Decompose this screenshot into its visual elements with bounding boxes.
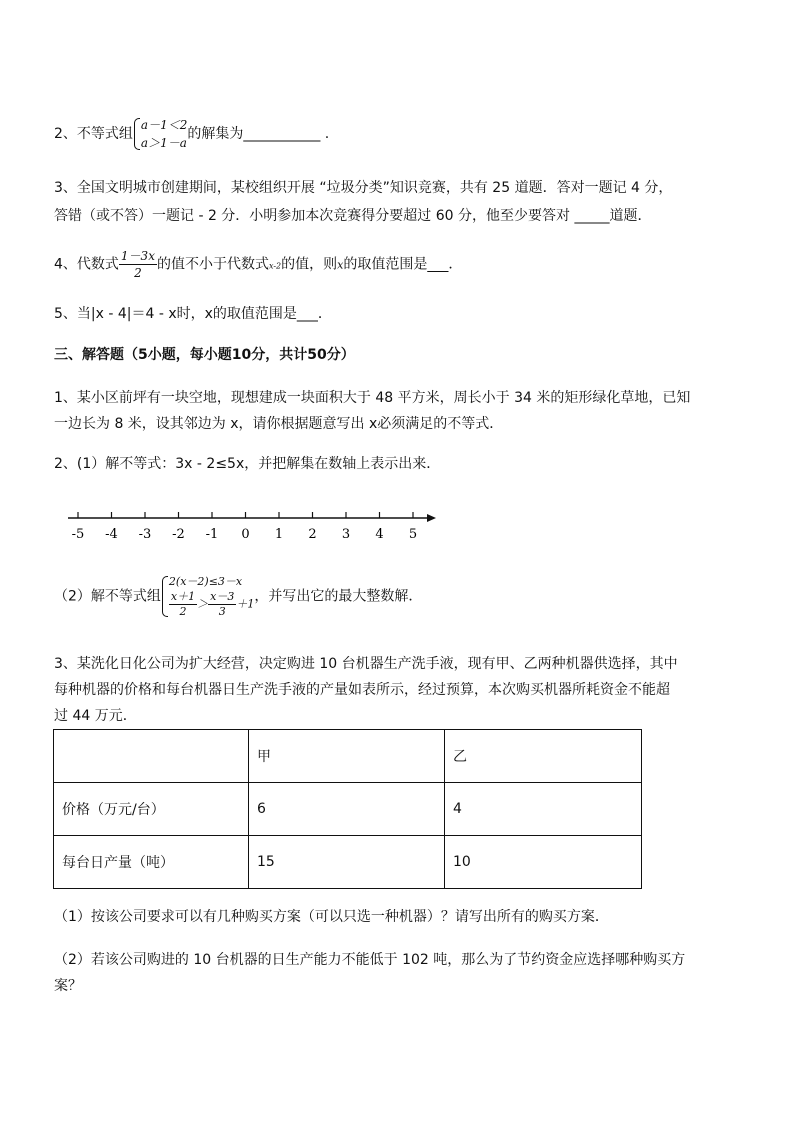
number-line-label: -5 <box>71 527 85 542</box>
number-line-label: -1 <box>205 527 219 542</box>
table-cell: 价格（万元/台） <box>54 783 249 836</box>
denominator: 2 <box>134 266 142 280</box>
question-text: 4、代数式 <box>54 256 119 273</box>
number-line-label: 1 <box>274 527 284 542</box>
table-row <box>54 836 642 889</box>
fraction <box>119 248 157 281</box>
question-solve-2-part1: 2、(1）解不等式：3x - 2≤5x，并把解集在数轴上表示出来． <box>54 456 441 472</box>
question-solve-3 <box>54 654 678 726</box>
question-solve-2-part2 <box>54 574 422 619</box>
table-cell <box>54 730 249 783</box>
table-header-row <box>54 730 642 783</box>
question-line: 过 44 万元． <box>54 708 137 724</box>
fraction <box>169 590 197 619</box>
question-fill-2 <box>54 116 329 152</box>
question-text: ，并写出它的最大整数解． <box>254 588 423 605</box>
table-cell: 乙 <box>445 730 642 783</box>
table-cell: 10 <box>445 836 642 889</box>
numerator: x－3 <box>210 590 235 603</box>
system-line <box>169 590 254 619</box>
system-line: a＞1－a <box>140 136 187 150</box>
table-cell: 每台日产量（吨） <box>54 836 249 889</box>
system-line: a－1＜2 <box>140 118 188 132</box>
section-heading: 三、解答题（5小题，每小题10分，共计50分） <box>54 347 355 363</box>
expression-tail: ＋1 <box>236 597 255 611</box>
number-line-label: 4 <box>375 527 384 542</box>
number-line-label: 0 <box>241 527 250 542</box>
question-fill-4 <box>54 248 462 281</box>
question-text: 2、不等式组 <box>54 126 133 142</box>
number-line-arrow <box>427 514 436 522</box>
question-text: 的值，则 <box>281 256 338 273</box>
question-solve-3-sub1: （1）按该公司要求可以有几种购买方案（可以只选一种机器）？请写出所有的购买方案． <box>54 909 609 925</box>
question-fill-5 <box>54 304 332 324</box>
question-line: （2）若该公司购进的 10 台机器的日生产能力不能低于 102 吨，那么为了节约资金应选择哪种购买方 <box>54 952 686 968</box>
number-line-label: 3 <box>341 527 351 542</box>
number-line <box>60 503 452 549</box>
small-expression: x-2 <box>268 261 282 271</box>
table-cell: 15 <box>249 836 445 889</box>
question-text: 的解集为___________ . <box>187 126 330 142</box>
table-cell: 6 <box>249 783 445 836</box>
number-line-label: 2 <box>308 527 317 542</box>
denominator: 2 <box>179 605 187 618</box>
question-line: 3、全国文明城市创建期间，某校组织开展 “垃圾分类”知识竞赛，共有 25 道题．答对一题记 4 分， <box>54 180 673 196</box>
question-text: （2）解不等式组 <box>54 588 161 605</box>
table-cell: 4 <box>445 783 642 836</box>
question-line: 一边长为 8 米，设其邻边为 x，请你根据题意写出 x必须满足的不等式． <box>54 416 504 432</box>
question-line: 答错（或不答）一题记 - 2 分．小明参加本次竞赛得分要超过 60 分，他至少要答对 _____道题． <box>54 208 652 224</box>
number-line-label: -2 <box>172 527 185 542</box>
numerator: x＋1 <box>170 590 196 603</box>
question-text: 的取值范围是___． <box>343 256 463 273</box>
price-output-table <box>53 729 642 889</box>
table-cell: 甲 <box>249 730 445 783</box>
question-line: 3、某洗化日化公司为扩大经营，决定购进 10 台机器生产洗手液，现有甲、乙两种机器供选择，其中 <box>54 656 678 672</box>
inequality-system <box>161 574 254 619</box>
system-line: 2(x－2)≤3－x <box>168 575 243 588</box>
number-line-label: -4 <box>105 527 118 542</box>
question-text: 的值不小于代数式 <box>156 256 269 273</box>
number-line-label: 5 <box>408 527 418 542</box>
fraction <box>208 590 236 619</box>
question-fill-3 <box>54 178 672 226</box>
question-line: 每种机器的价格和每台机器日生产洗手液的产量如表所示，经过预算，本次购买机器所耗资金不能超 <box>54 682 670 698</box>
denominator: 3 <box>218 605 226 618</box>
question-solve-3-sub2 <box>54 950 685 996</box>
operator: ＞ <box>197 597 209 611</box>
variable: x <box>337 258 344 272</box>
question-line: 1、某小区前坪有一块空地，现想建成一块面积大于 48 平方米，周长小于 34 米的矩形绿化草地，已知 <box>54 390 691 406</box>
question-text: 5、当|x - 4|＝4 - x时，x的取值范围是___． <box>54 306 332 322</box>
number-line-label: -3 <box>138 527 152 542</box>
question-solve-1 <box>54 388 690 434</box>
question-line: 案？ <box>54 978 82 994</box>
inequality-system <box>133 116 187 152</box>
numerator: 1－3x <box>120 249 155 263</box>
table-row <box>54 783 642 836</box>
